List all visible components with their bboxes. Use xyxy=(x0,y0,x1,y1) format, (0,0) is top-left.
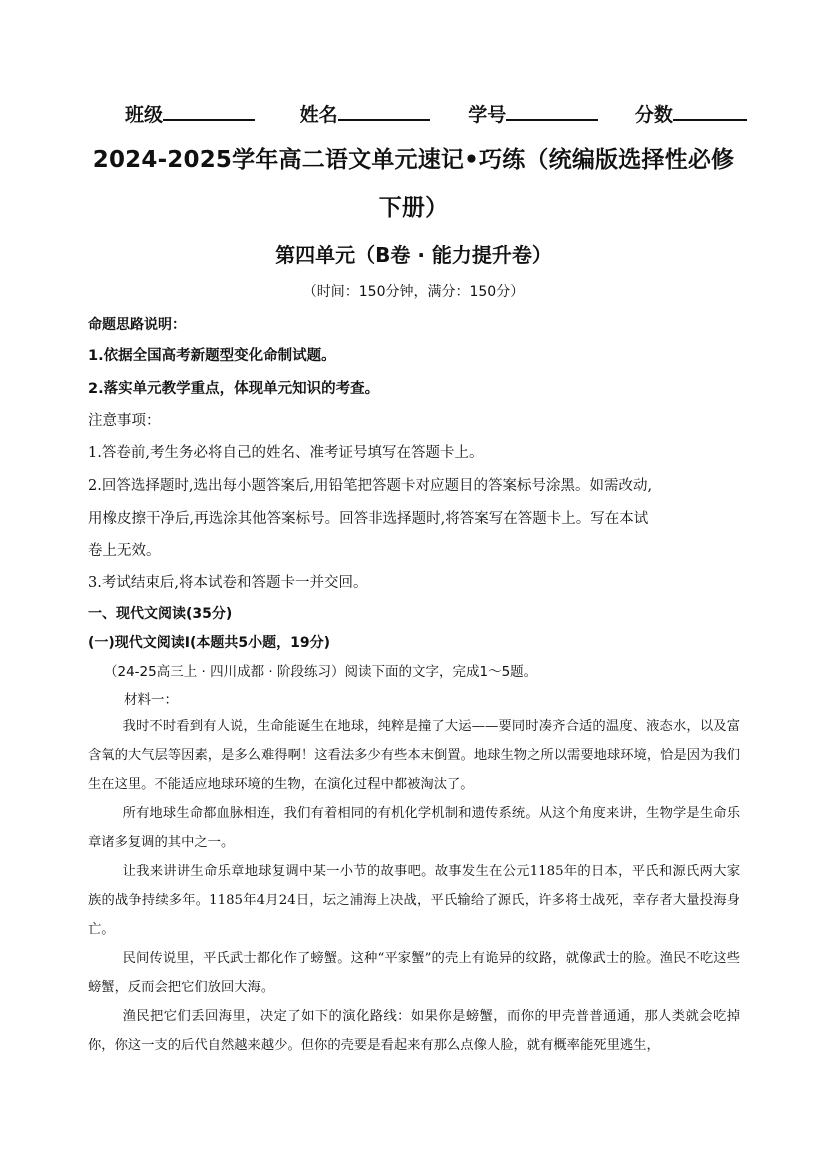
idea-item-2: 2.落实单元教学重点，体现单元知识的考查。 xyxy=(88,381,380,397)
passage-paragraph-2: 所有地球生命都血脉相连，我们有着相同的有机化学机制和遗传系统。从这个角度来讲，生物学是生命乐章诸多复调的其中之一。 xyxy=(88,806,740,850)
section-heading: 一、现代文阅读(35分) xyxy=(88,606,233,622)
passage-paragraph-4: 民间传说里，平氏武士都化作了螃蟹。这种“平家蟹”的壳上有诡异的纹路，就像武士的脸。渔民不吃这些螃蟹，反而会把它们放回大海。 xyxy=(88,951,740,995)
student-id-field[interactable] xyxy=(468,100,598,127)
attention-item-1: 1.答卷前,考生务必将自己的姓名、准考证号填写在答题卡上。 xyxy=(88,445,484,461)
class-field[interactable] xyxy=(125,100,255,127)
reading-passage xyxy=(88,712,740,1060)
reading-instruction: （24-25高三上 · 四川成都 · 阶段练习）阅读下面的文字，完成1～5题。 xyxy=(104,664,538,680)
score-label: 分数 xyxy=(634,104,673,126)
unit-title: 第四单元（B卷 · 能力提升卷） xyxy=(275,243,552,267)
exam-time: （时间：150分钟，满分：150分） xyxy=(302,284,525,300)
name-field[interactable] xyxy=(300,100,430,127)
class-label: 班级 xyxy=(125,104,164,126)
passage-paragraph-3: 让我来讲讲生命乐章地球复调中某一小节的故事吧。故事发生在公元1185年的日本，平氏和源氏两大家族的战争持续多年。1185年4月24日，坛之浦海上决战，平氏输给了源氏，许多将士战死，幸存者大量投海身亡。 xyxy=(88,864,740,937)
name-label: 姓名 xyxy=(299,104,338,126)
student-id-label: 学号 xyxy=(468,104,507,126)
section-sub-heading: (一)现代文阅读Ⅰ(本题共5小题，19分) xyxy=(88,635,331,651)
attention-item-2-line3: 卷上无效。 xyxy=(88,543,161,559)
page-title: 2024-2025学年高二语文单元速记•巧练（统编版选择性必修 xyxy=(92,147,735,173)
attention-item-2-line2: 用橡皮擦干净后,再选涂其他答案标号。回答非选择题时,将答案写在答题卡上。写在本试 xyxy=(88,511,649,527)
material-label: 材料一： xyxy=(124,692,178,708)
score-field[interactable] xyxy=(635,100,747,127)
passage-paragraph-1: 我时不时看到有人说，生命能诞生在地球，纯粹是撞了大运——要同时凑齐合适的温度、液态水，以及富含氧的大气层等因素，是多么难得啊！这看法多少有些本末倒置。地球生物之所以需要地球环境，恰是因为我们生在这里。不能适应地球环境的生物，在演化过程中都被淘汰了。 xyxy=(88,719,740,792)
attention-item-2-line1: 2.回答选择题时,选出每小题答案后,用铅笔把答题卡对应题目的答案标号涂黑。如需改动, xyxy=(88,478,653,494)
passage-paragraph-5: 渔民把它们丢回海里，决定了如下的演化路线：如果你是螃蟹，而你的甲壳普普通通，那人类就会吃掉你，你这一支的后代自然越来越少。但你的壳要是看起来有那么点像人脸，就有概率能死里逃生， xyxy=(88,1009,740,1053)
attention-heading: 注意事项： xyxy=(88,413,161,429)
idea-item-1: 1.依据全国高考新题型变化命制试题。 xyxy=(88,348,336,364)
page-title-line2: 下册） xyxy=(378,195,449,221)
student-info-row xyxy=(125,100,745,127)
attention-item-3: 3.考试结束后,将本试卷和答题卡一并交回。 xyxy=(88,575,368,591)
idea-heading: 命题思路说明： xyxy=(88,317,186,333)
